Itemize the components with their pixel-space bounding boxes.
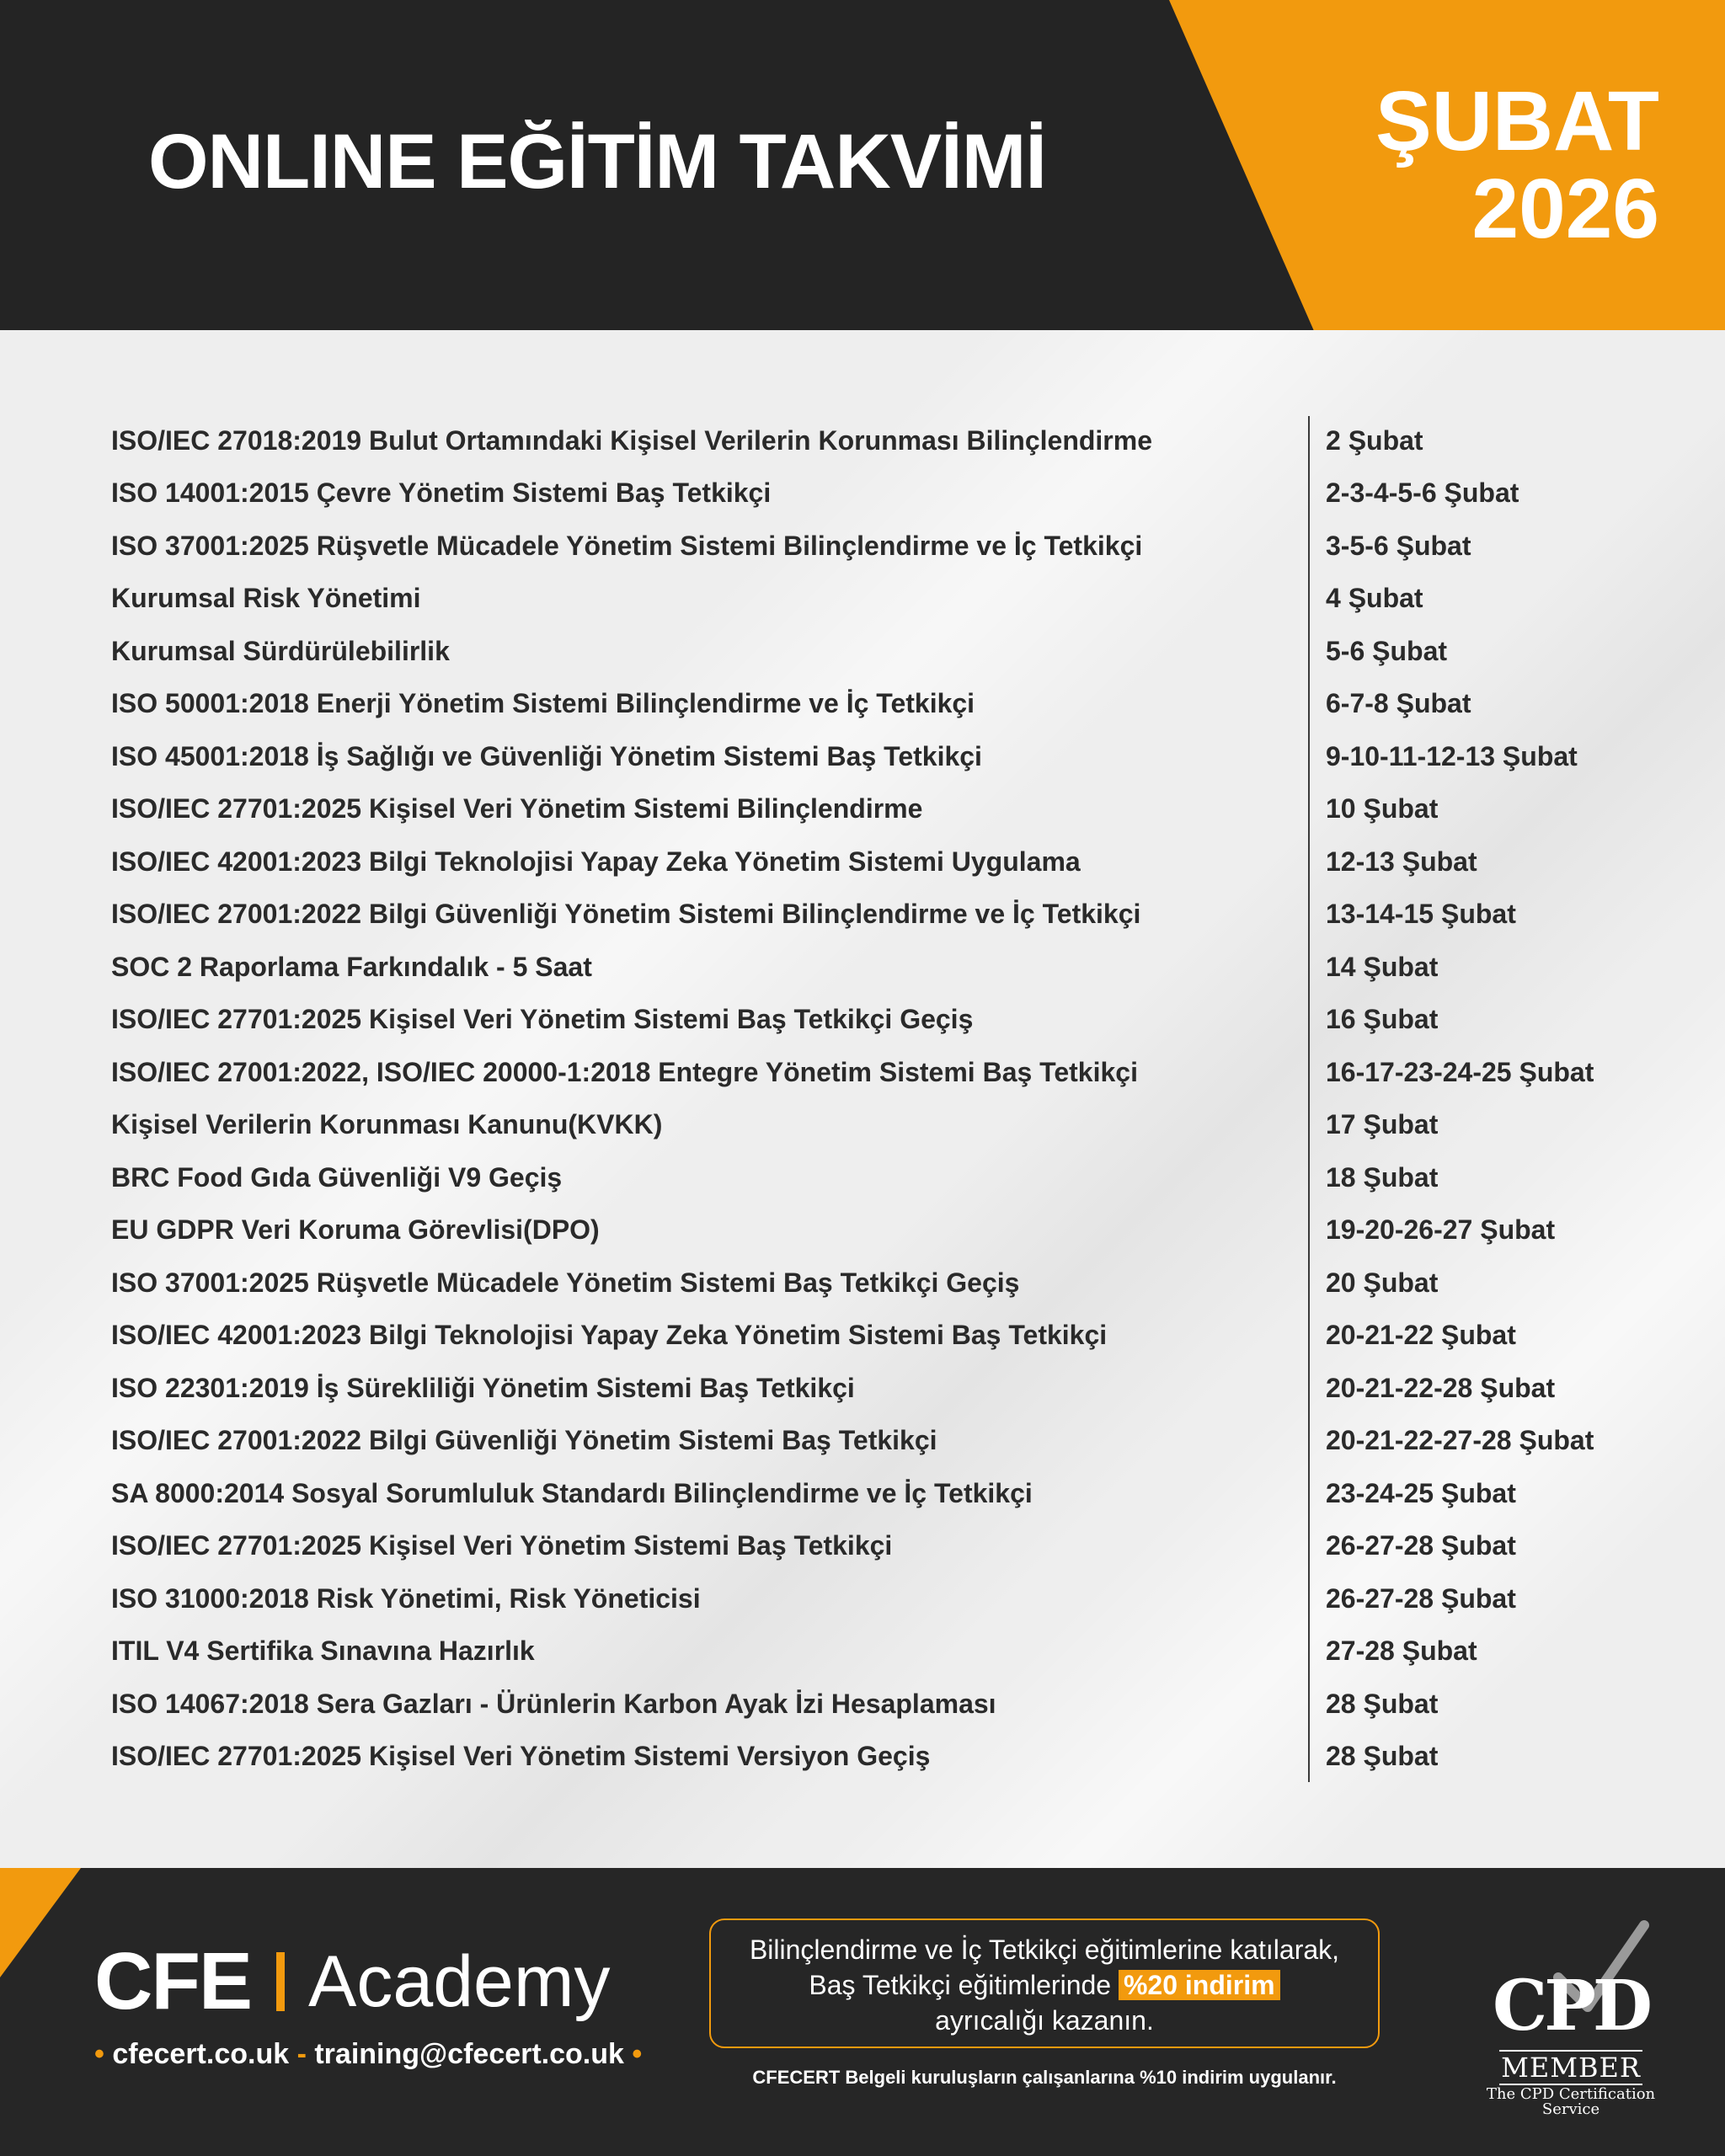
schedule-row xyxy=(111,625,1627,678)
cpd-member-label: MEMBER xyxy=(1499,2050,1642,2085)
course-date: 23-24-25 Şubat xyxy=(1326,1477,1516,1508)
course-name: ISO/IEC 27701:2025 Kişisel Veri Yönetim Sistemi Bilinçlendirme xyxy=(111,793,923,825)
schedule-row xyxy=(111,1257,1627,1310)
schedule-row xyxy=(111,1678,1627,1731)
course-name: ITIL V4 Sertifika Sınavına Hazırlık xyxy=(111,1636,535,1667)
footer-accent-shape xyxy=(0,1868,81,1977)
cpd-subtitle-line-1: The CPD Certification xyxy=(1486,2085,1656,2103)
course-name: ISO 37001:2025 Rüşvetle Mücadele Yönetim Sistemi Baş Tetkikçi Geçiş xyxy=(111,1267,1020,1298)
bullet-icon: • xyxy=(94,2038,104,2070)
course-name: Kurumsal Risk Yönetimi xyxy=(111,583,421,614)
brand-divider xyxy=(276,1952,285,2011)
schedule-row xyxy=(111,1310,1627,1363)
schedule-row xyxy=(111,1467,1627,1520)
course-name: ISO 14067:2018 Sera Gazları - Ürünlerin Karbon Ayak İzi Hesaplaması xyxy=(111,1688,996,1719)
course-name: ISO 22301:2019 İş Sürekliliği Yönetim Sistemi Baş Tetkikçi xyxy=(111,1372,855,1403)
course-name: ISO 37001:2025 Rüşvetle Mücadele Yönetim Sistemi Bilinçlendirme ve İç Tetkikçi xyxy=(111,530,1143,561)
promo-line-3: ayrıcalığı kazanın. xyxy=(935,2005,1154,2036)
schedule-row xyxy=(111,1046,1627,1099)
course-date: 5-6 Şubat xyxy=(1326,635,1448,666)
course-name: ISO/IEC 42001:2023 Bilgi Teknolojisi Yapay Zeka Yönetim Sistemi Baş Tetkikçi xyxy=(111,1320,1108,1351)
course-name: SOC 2 Raporlama Farkındalık - 5 Saat xyxy=(111,951,592,982)
course-name: ISO 31000:2018 Risk Yönetimi, Risk Yöneticisi xyxy=(111,1582,701,1614)
promo-line-1: Bilinçlendirme ve İç Tetkikçi eğitimlerine katılarak, xyxy=(749,1935,1340,1965)
course-date: 10 Şubat xyxy=(1326,793,1439,825)
contact-line xyxy=(94,2038,642,2071)
course-date: 27-28 Şubat xyxy=(1326,1636,1477,1667)
course-name: ISO/IEC 27701:2025 Kişisel Veri Yönetim Sistemi Versiyon Geçiş xyxy=(111,1741,931,1772)
cpd-member-logo xyxy=(1474,1919,1668,2118)
course-date: 16 Şubat xyxy=(1326,1004,1439,1035)
brand-cfe: CFE xyxy=(94,1936,251,2026)
course-name: Kurumsal Sürdürülebilirlik xyxy=(111,635,450,666)
schedule-row xyxy=(111,1362,1627,1415)
cpd-subtitle-line-2: Service xyxy=(1541,2100,1600,2118)
course-name: BRC Food Gıda Güvenliği V9 Geçiş xyxy=(111,1161,563,1193)
course-date: 26-27-28 Şubat xyxy=(1326,1530,1516,1561)
course-date: 18 Şubat xyxy=(1326,1161,1439,1193)
discount-highlight: %20 indirim xyxy=(1119,1970,1280,2000)
course-date: 2-3-4-5-6 Şubat xyxy=(1326,478,1519,509)
schedule-row xyxy=(111,835,1627,889)
brand-academy: Academy xyxy=(308,1940,611,2022)
course-name: ISO/IEC 27701:2025 Kişisel Veri Yönetim Sistemi Baş Tetkikçi xyxy=(111,1530,893,1561)
month-label: ŞUBAT xyxy=(1375,74,1659,168)
course-date: 20-21-22 Şubat xyxy=(1326,1320,1516,1351)
course-date: 3-5-6 Şubat xyxy=(1326,530,1471,561)
course-date: 28 Şubat xyxy=(1326,1741,1439,1772)
header xyxy=(0,0,1725,330)
schedule-row xyxy=(111,1572,1627,1625)
course-name: ISO 14001:2015 Çevre Yönetim Sistemi Baş Tetkikçi xyxy=(111,478,772,509)
course-name: ISO/IEC 27001:2022, ISO/IEC 20000-1:2018 Entegre Yönetim Sistemi Baş Tetkikçi xyxy=(111,1056,1138,1087)
course-name: ISO/IEC 27018:2019 Bulut Ortamındaki Kişisel Verilerin Korunması Bilinçlendirme xyxy=(111,424,1152,456)
schedule-row xyxy=(111,414,1627,467)
month-year-block xyxy=(1375,74,1659,256)
schedule-row xyxy=(111,1151,1627,1204)
course-date: 14 Şubat xyxy=(1326,951,1439,982)
schedule-row xyxy=(111,520,1627,573)
schedule-row xyxy=(111,573,1627,626)
schedule-row xyxy=(111,1415,1627,1468)
promo-line-2-text: Baş Tetkikçi eğitimlerinde xyxy=(809,1970,1119,2000)
course-date: 17 Şubat xyxy=(1326,1109,1439,1140)
schedule-list xyxy=(111,414,1627,1783)
schedule-row xyxy=(111,467,1627,520)
course-date: 12-13 Şubat xyxy=(1326,846,1477,877)
course-date: 19-20-26-27 Şubat xyxy=(1326,1214,1556,1246)
course-name: ISO/IEC 27001:2022 Bilgi Güvenliği Yönetim Sistemi Bilinçlendirme ve İç Tetkikçi xyxy=(111,899,1141,930)
bullet-icon: • xyxy=(632,2038,643,2070)
schedule-row xyxy=(111,1099,1627,1152)
schedule-row xyxy=(111,1731,1627,1784)
page-title: ONLINE EĞİTİM TAKVİMİ xyxy=(148,119,1046,205)
schedule-row xyxy=(111,783,1627,836)
course-name: EU GDPR Veri Koruma Görevlisi(DPO) xyxy=(111,1214,600,1246)
discount-note: CFECERT Belgeli kuruluşların çalışanlarına %10 indirim uygulanır. xyxy=(752,2067,1337,2088)
schedule-row xyxy=(111,1625,1627,1678)
course-date: 16-17-23-24-25 Şubat xyxy=(1326,1056,1594,1087)
course-date: 2 Şubat xyxy=(1326,424,1423,456)
course-date: 26-27-28 Şubat xyxy=(1326,1582,1516,1614)
course-date: 20 Şubat xyxy=(1326,1267,1439,1298)
email-link[interactable]: training@cfecert.co.uk xyxy=(314,2038,624,2070)
course-date: 20-21-22-27-28 Şubat xyxy=(1326,1425,1594,1456)
course-date: 9-10-11-12-13 Şubat xyxy=(1326,740,1578,771)
course-name: ISO/IEC 42001:2023 Bilgi Teknolojisi Yapay Zeka Yönetim Sistemi Uygulama xyxy=(111,846,1081,877)
schedule-row xyxy=(111,730,1627,783)
schedule-row xyxy=(111,941,1627,994)
schedule-row xyxy=(111,678,1627,731)
cpd-word: CPD xyxy=(1492,1966,1650,2047)
course-date: 6-7-8 Şubat xyxy=(1326,688,1471,719)
brand-logo xyxy=(94,1935,611,2028)
year-label: 2026 xyxy=(1471,162,1659,256)
course-name: Kişisel Verilerin Korunması Kanunu(KVKK) xyxy=(111,1109,663,1140)
course-name: SA 8000:2014 Sosyal Sorumluluk Standardı Bilinçlendirme ve İç Tetkikçi xyxy=(111,1477,1033,1508)
course-name: ISO 50001:2018 Enerji Yönetim Sistemi Bilinçlendirme ve İç Tetkikçi xyxy=(111,688,975,719)
course-date: 4 Şubat xyxy=(1326,583,1423,614)
schedule-row xyxy=(111,1520,1627,1573)
contact-separator: - xyxy=(296,2038,307,2070)
schedule-row xyxy=(111,994,1627,1047)
website-link[interactable]: cfecert.co.uk xyxy=(112,2038,290,2070)
schedule-row xyxy=(111,1204,1627,1257)
schedule-row xyxy=(111,889,1627,942)
course-date: 13-14-15 Şubat xyxy=(1326,899,1516,930)
footer xyxy=(0,1868,1725,2156)
promo-line-2 xyxy=(711,1967,1378,2003)
course-date: 28 Şubat xyxy=(1326,1688,1439,1719)
course-date: 20-21-22-28 Şubat xyxy=(1326,1372,1556,1403)
cpd-subtitle xyxy=(1474,2087,1668,2117)
promo-box xyxy=(709,1919,1380,2048)
course-name: ISO 45001:2018 İş Sağlığı ve Güvenliği Yönetim Sistemi Baş Tetkikçi xyxy=(111,740,982,771)
course-name: ISO/IEC 27001:2022 Bilgi Güvenliği Yönetim Sistemi Baş Tetkikçi xyxy=(111,1425,937,1456)
course-name: ISO/IEC 27701:2025 Kişisel Veri Yönetim Sistemi Baş Tetkikçi Geçiş xyxy=(111,1004,974,1035)
